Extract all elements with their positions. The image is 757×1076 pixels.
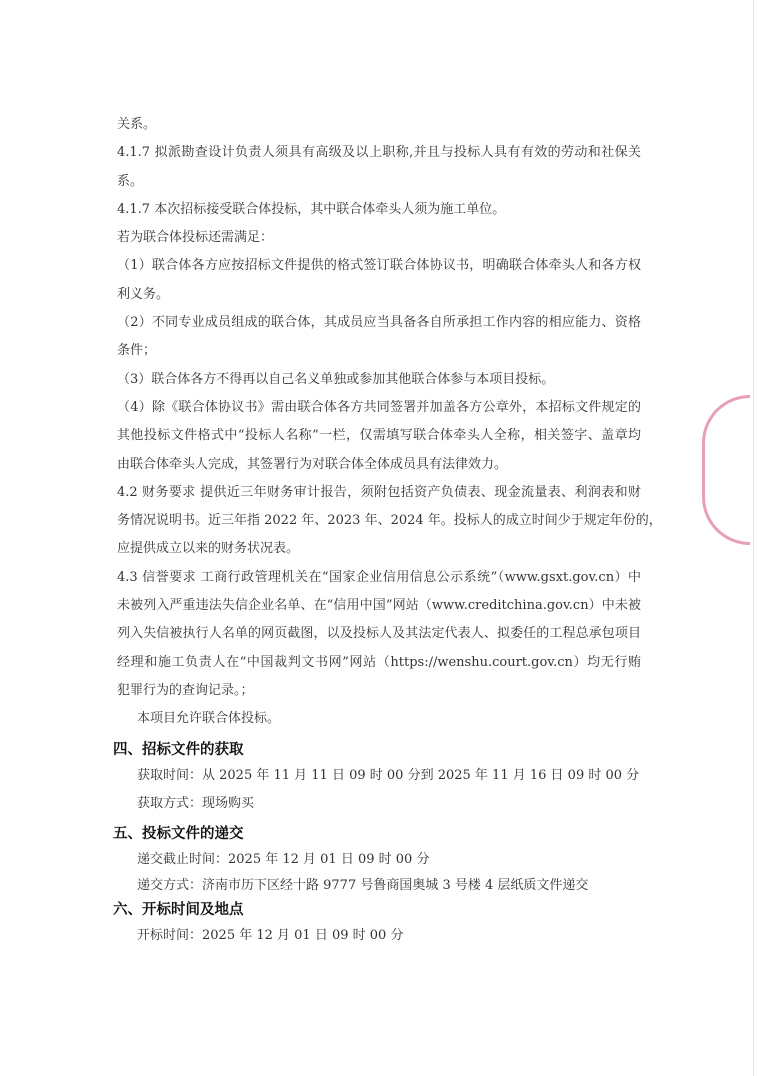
text-line: 条件； bbox=[117, 343, 157, 359]
text-line: 系。 bbox=[117, 173, 144, 189]
obtain-time: 获取时间：从 2025 年 11 月 11 日 09 时 00 分到 2025 年 11 月 16 日 09 时 00 分 bbox=[137, 767, 640, 783]
document-body bbox=[113, 114, 662, 953]
page-edge-line bbox=[753, 0, 754, 1076]
text-line: （3）联合体各方不得再以自己名义单独或参加其他联合体参与本项目投标。 bbox=[117, 371, 555, 387]
text-line: 列入失信被执行人名单的网页截图，以及投标人及其法定代表人、拟委任的工程总承包项目 bbox=[117, 626, 641, 642]
submit-method: 递交方式：济南市历下区经十路 9777 号鲁商国奥城 3 号楼 4 层纸质文件递交 bbox=[137, 877, 589, 893]
text-line: （2）不同专业成员组成的联合体，其成员应当具备各自所承担工作内容的相应能力、资格 bbox=[117, 315, 641, 331]
partial-red-seal bbox=[702, 395, 750, 545]
section-heading-submit: 五、投标文件的递交 bbox=[113, 825, 244, 842]
obtain-method: 获取方式：现场购买 bbox=[137, 795, 255, 811]
text-line: 经理和施工负责人在“中国裁判文书网”网站（https://wenshu.court.gov.cn）均无行贿 bbox=[117, 654, 641, 670]
text-line: 本项目允许联合体投标。 bbox=[137, 711, 281, 727]
text-line: 由联合体牵头人完成，其签署行为对联合体全体成员具有法律效力。 bbox=[117, 456, 508, 472]
text-line: 利义务。 bbox=[117, 286, 170, 302]
text-line: 务情况说明书。近三年指 2022 年、2023 年、2024 年。投标人的成立时间少于规定年份的， bbox=[117, 513, 662, 529]
text-line: 未被列入严重违法失信企业名单、在“信用中国”网站（www.creditchina.gov.cn）中未被 bbox=[117, 598, 641, 614]
section-heading-opening: 六、开标时间及地点 bbox=[113, 901, 244, 918]
text-line: （4）除《联合体协议书》需由联合体各方共同签署并加盖各方公章外，本招标文件规定的 bbox=[117, 399, 641, 415]
section-heading-obtain: 四、招标文件的获取 bbox=[113, 741, 244, 758]
text-line: 关系。 bbox=[117, 117, 157, 132]
text-line: 4.1.7 拟派勘查设计负责人须具有高级及以上职称,并且与投标人具有有效的劳动和社保关 bbox=[117, 145, 641, 161]
text-line: 4.1.7 本次招标接受联合体投标，其中联合体牵头人须为施工单位。 bbox=[117, 201, 506, 217]
text-line: 4.3 信誉要求 工商行政管理机关在“国家企业信用信息公示系统”（www.gsxt.gov.cn）中 bbox=[117, 569, 641, 585]
text-line: 4.2 财务要求 提供近三年财务审计报告，须附包括资产负债表、现金流量表、利润表和财 bbox=[117, 484, 641, 500]
opening-time: 开标时间：2025 年 12 月 01 日 09 时 00 分 bbox=[137, 927, 404, 943]
text-line: （1）联合体各方应按招标文件提供的格式签订联合体协议书，明确联合体牵头人和各方权 bbox=[117, 258, 641, 274]
submit-deadline: 递交截止时间：2025 年 12 月 01 日 09 时 00 分 bbox=[137, 851, 430, 867]
text-line: 犯罪行为的查询记录。； bbox=[117, 682, 254, 698]
text-line: 若为联合体投标还需满足： bbox=[117, 230, 274, 246]
text-line: 应提供成立以来的财务状况表。 bbox=[117, 541, 300, 557]
text-line: 其他投标文件格式中“投标人名称”一栏，仅需填写联合体牵头人全称，相关签字、盖章均 bbox=[117, 428, 641, 444]
